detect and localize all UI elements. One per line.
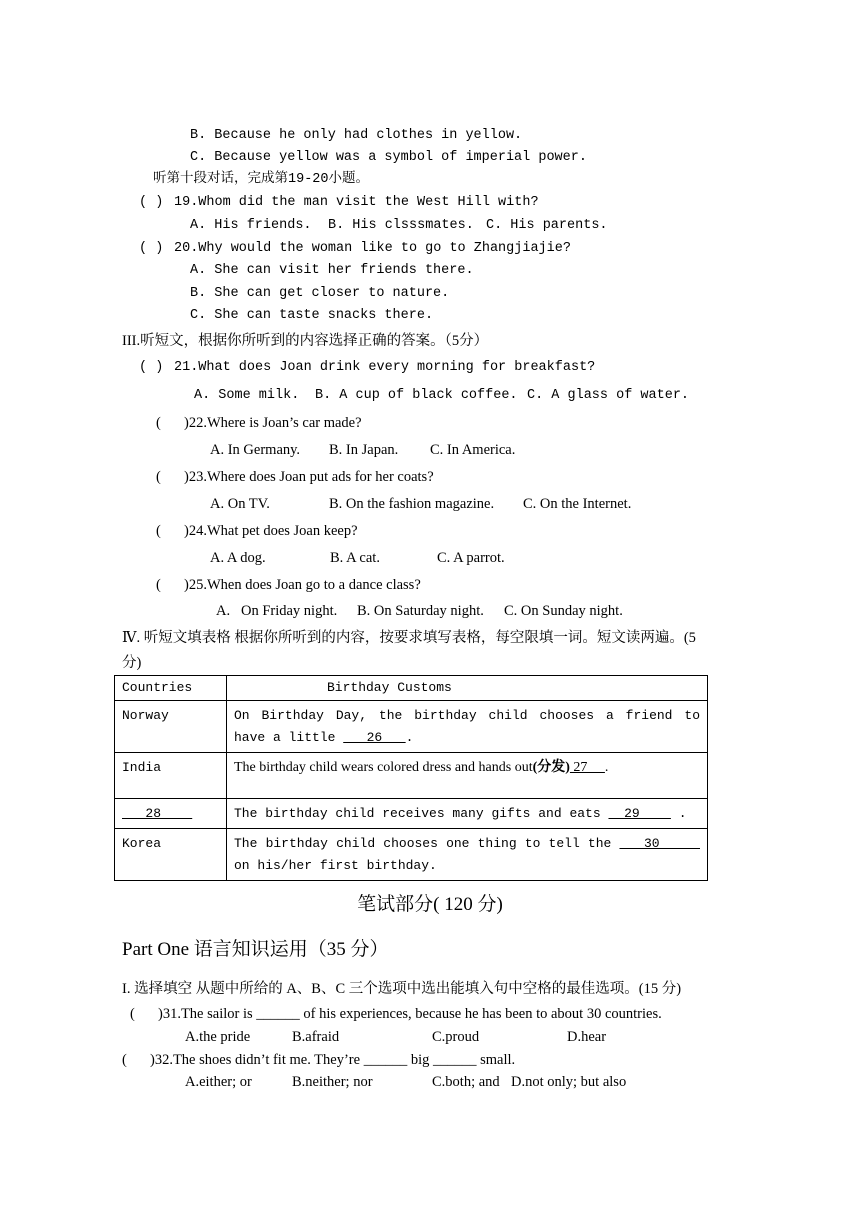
q24-option-a: A. A dog.	[210, 550, 266, 566]
q25-option-c: C. On Sunday night.	[504, 603, 623, 619]
answer-blank-30: 30	[619, 836, 700, 851]
q31-option-b: B.afraid	[292, 1029, 340, 1045]
table-row	[115, 799, 708, 829]
q25-option-b: B. On Saturday night.	[357, 603, 484, 619]
q22-option-b: B. In Japan.	[329, 442, 399, 458]
q20-option-b: B. She can get closer to nature.	[190, 286, 450, 301]
table-header-countries: Countries	[115, 676, 227, 701]
q22-bracket: (	[156, 415, 161, 431]
q21-option-c: C. A glass of water.	[527, 388, 690, 403]
q23-option-c: C. On the Internet.	[523, 496, 632, 512]
answer-blank-26: 26	[343, 730, 406, 745]
q20-option-c: C. She can taste snacks there.	[190, 308, 434, 323]
q31-option-c: C.proud	[432, 1029, 480, 1045]
custom-text: The birthday child receives many gifts and eats	[234, 806, 609, 821]
q32-option-b: B.neither; nor	[292, 1074, 373, 1090]
birthday-customs-table	[114, 675, 708, 881]
custom-text: The birthday child wears colored dress and hands out	[234, 760, 533, 775]
q31-question: )31.The sailor is ______ of his experiences, because he has been to about 30 countries.	[158, 1006, 662, 1022]
table-row	[115, 701, 708, 753]
section3-heading: III.听短文，根据你所听到的内容选择正确的答案。（5分）	[122, 333, 489, 349]
table-cell-country: Norway	[115, 701, 227, 753]
q20-bracket: ( )	[139, 241, 164, 256]
q25-question: )25.When does Joan go to a dance class?	[184, 577, 421, 593]
q25-bracket: (	[156, 577, 161, 593]
q32-option-c: C.both; and	[432, 1074, 500, 1090]
table-row	[115, 829, 708, 881]
section4-heading-line2: 分)	[122, 655, 142, 671]
q19-question: 19.Whom did the man visit the West Hill with?	[174, 195, 539, 210]
q23-option-a: A. On TV.	[210, 496, 270, 512]
q32-option-d: D.not only; but also	[511, 1074, 627, 1090]
custom-text: On Birthday Day, the birthday child chooses a friend to have a little	[234, 708, 700, 745]
table-cell-custom	[227, 701, 708, 753]
q18-option-b: B. Because he only had clothes in yellow.	[190, 128, 523, 143]
q25-option-a: A. On Friday night.	[216, 603, 338, 619]
q21-option-b: B. A cup of black coffee.	[315, 388, 518, 403]
q32-bracket: (	[122, 1052, 127, 1068]
q22-option-a: A. In Germany.	[210, 442, 301, 458]
part-one-heading: Part One 语言知识运用（35 分）	[122, 939, 389, 960]
q31-bracket: (	[130, 1006, 135, 1022]
table-cell-country	[115, 799, 227, 829]
q19-option-c: C. His parents.	[486, 218, 608, 233]
dialog10-instruction: 听第十段对话，完成第19-20小题。	[153, 172, 370, 187]
q32-option-a: A.either; or	[185, 1074, 252, 1090]
q20-option-a: A. She can visit her friends there.	[190, 263, 474, 278]
q20-question: 20.Why would the woman like to go to Zhangjiajie?	[174, 241, 571, 256]
q24-question: )24.What pet does Joan keep?	[184, 523, 358, 539]
section4-heading-line1: Ⅳ. 听短文填表格 根据你所听到的内容，按要求填写表格，每空限填一词。短文读两遍。(5	[122, 630, 696, 646]
table-row	[115, 753, 708, 799]
q19-option-b: B. His clsssmates.	[328, 218, 474, 233]
table-header-row	[115, 676, 708, 701]
q23-question: )23.Where does Joan put ads for her coats?	[184, 469, 434, 485]
answer-blank-28: 28	[122, 806, 193, 821]
q23-option-b: B. On the fashion magazine.	[329, 496, 495, 512]
answer-blank-29: 29	[608, 806, 671, 821]
table-cell-country: Korea	[115, 829, 227, 881]
q31-option-a: A.the pride	[185, 1029, 251, 1045]
q21-question: 21.What does Joan drink every morning for breakfast?	[174, 360, 596, 375]
custom-text-end: on his/her first birthday.	[234, 858, 437, 873]
q21-bracket: ( )	[139, 360, 164, 375]
custom-text: The birthday child chooses one thing to tell the	[234, 836, 620, 851]
q32-question: )32.The shoes didn’t fit me. They’re ______ big ______ small.	[150, 1052, 516, 1068]
q19-bracket: ( )	[139, 195, 164, 210]
q24-option-c: C. A parrot.	[437, 550, 505, 566]
written-part-title: 笔试部分( 120 分)	[357, 894, 503, 915]
q19-option-a: A. His friends.	[190, 218, 312, 233]
q18-option-c: C. Because yellow was a symbol of imperial power.	[190, 150, 587, 165]
custom-text-end: .	[405, 730, 414, 745]
table-cell-custom	[227, 799, 708, 829]
custom-text-end: .	[670, 806, 687, 821]
q24-bracket: (	[156, 523, 161, 539]
table-header-customs: Birthday Customs	[227, 676, 708, 701]
table-cell-custom	[227, 829, 708, 881]
custom-note: (分发)	[532, 760, 570, 775]
custom-text-end: .	[604, 760, 609, 775]
q31-option-d: D.hear	[567, 1029, 607, 1045]
q23-bracket: (	[156, 469, 161, 485]
table-cell-country: India	[115, 753, 227, 799]
q21-option-a: A. Some milk.	[194, 388, 300, 403]
answer-blank-27: 27	[569, 760, 605, 775]
table-cell-custom	[227, 753, 708, 799]
q24-option-b: B. A cat.	[330, 550, 380, 566]
q22-option-c: C. In America.	[430, 442, 516, 458]
section1-heading: I. 选择填空 从题中所给的 A、B、C 三个选项中选出能填入句中空格的最佳选项。(15 分)	[122, 981, 682, 997]
q22-question: )22.Where is Joan’s car made?	[184, 415, 362, 431]
